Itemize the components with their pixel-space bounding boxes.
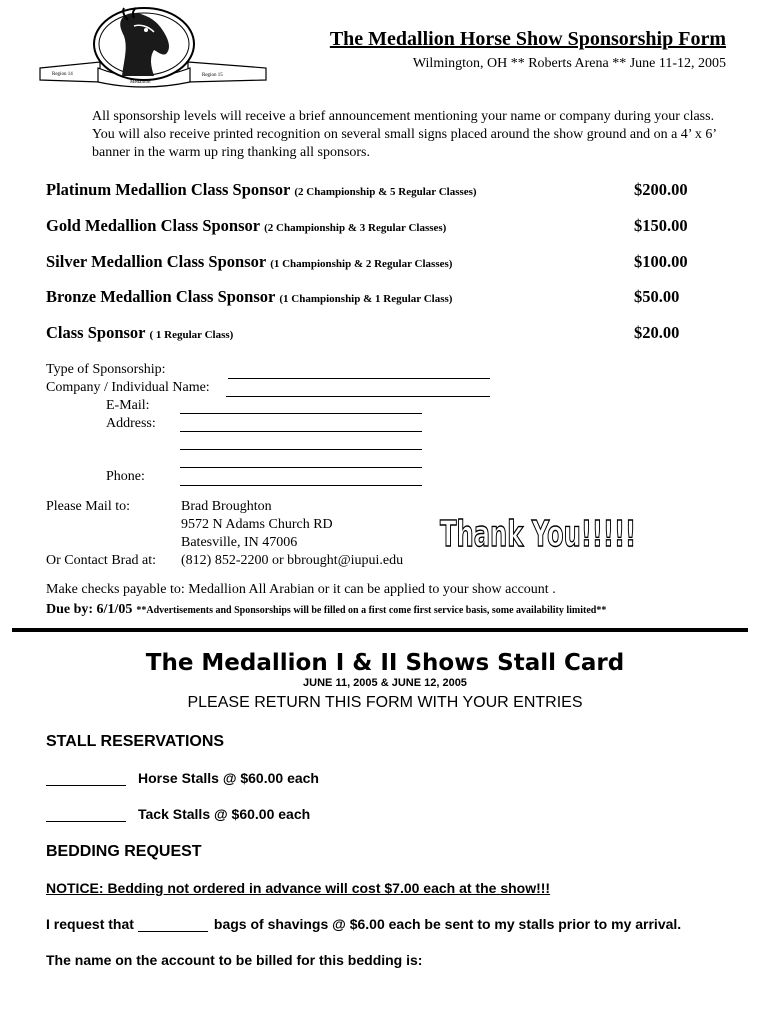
intro-paragraph: All sponsorship levels will receive a brief announcement mentioning your name or company during your class. You will also receive printed recognition on several small signs placed around the show ground and on a 4’ x 6’ banner in the warm up ring thanking all sponsors.: [92, 109, 717, 160]
type-of-sponsorship-label: Type of Sponsorship:: [46, 362, 166, 377]
logo-seal-right: Region 15: [202, 73, 223, 78]
address-line-1[interactable]: [180, 431, 422, 432]
sponsor-level-price: $20.00: [634, 323, 680, 342]
sponsor-level-platinum: [46, 180, 746, 204]
horse-stalls-label: Horse Stalls @ $60.00 each: [138, 770, 319, 786]
sponsor-level-name: Silver Medallion Class Sponsor: [46, 252, 267, 271]
stall-card-dates: JUNE 11, 2005 & JUNE 12, 2005: [303, 677, 467, 689]
company-name-line[interactable]: [226, 396, 490, 397]
form-subtitle: Wilmington, OH ** Roberts Arena ** June 11-12, 2005: [412, 56, 726, 71]
sponsor-level-detail: (1 Championship & 2 Regular Classes): [270, 258, 453, 270]
billing-name-row: The name on the account to be billed for this bedding is:: [46, 952, 423, 968]
medallion-horse-logo: [38, 6, 268, 86]
logo-seal-left: Region 14: [52, 72, 73, 77]
sponsor-level-price: $150.00: [634, 216, 688, 235]
contact-info: (812) 852-2200 or bbrought@iupui.edu: [181, 553, 404, 568]
phone-line[interactable]: [180, 485, 422, 486]
sponsor-level-name: Class Sponsor: [46, 323, 146, 342]
email-label: E-Mail:: [106, 398, 150, 413]
address-line-3[interactable]: [180, 467, 422, 468]
mail-to-label: Please Mail to:: [46, 499, 130, 514]
availability-note: **Advertisements and Sponsorships will be filled on a first come first service basis, some availability limited**: [136, 605, 607, 616]
shavings-request-row: [46, 916, 681, 932]
sponsor-level-name: Bronze Medallion Class Sponsor: [46, 287, 276, 306]
shavings-request-prefix: I request that: [46, 916, 134, 932]
section-divider: [12, 628, 748, 632]
bedding-request-heading: BEDDING REQUEST: [46, 843, 202, 860]
sponsor-level-price: $50.00: [634, 287, 680, 306]
sponsor-level-detail: (2 Championship & 5 Regular Classes): [294, 186, 477, 198]
horse-stalls-row: [46, 770, 319, 786]
thank-you-graphic: [438, 508, 638, 556]
contact-label: Or Contact Brad at:: [46, 553, 157, 568]
horse-stalls-qty-blank[interactable]: [46, 771, 126, 786]
mail-street: 9572 N Adams Church RD: [181, 517, 333, 532]
company-name-label: Company / Individual Name:: [46, 380, 210, 395]
due-date: Due by: 6/1/05: [46, 602, 133, 617]
shavings-qty-blank[interactable]: [138, 917, 208, 932]
sponsor-level-name: Gold Medallion Class Sponsor: [46, 216, 261, 235]
sponsor-level-name: Platinum Medallion Class Sponsor: [46, 180, 291, 199]
sponsor-level-silver: [46, 252, 746, 276]
thank-you-text: Thank You!!!!!: [440, 514, 636, 555]
address-line-2[interactable]: [180, 449, 422, 450]
payable-note: Make checks payable to: Medallion All Arabian or it can be applied to your show account .: [46, 582, 556, 597]
type-of-sponsorship-line[interactable]: [228, 378, 490, 379]
sponsor-level-detail: (2 Championship & 3 Regular Classes): [264, 222, 447, 234]
phone-label: Phone:: [106, 469, 145, 484]
shavings-request-suffix: bags of shavings @ $6.00 each be sent to my stalls prior to my arrival.: [213, 916, 682, 932]
stall-card-return-note: PLEASE RETURN THIS FORM WITH YOUR ENTRIES: [187, 694, 583, 711]
logo-seal-center: Medallion: [130, 80, 151, 85]
sponsor-level-bronze: [46, 287, 746, 311]
sponsor-level-price: $100.00: [634, 252, 688, 271]
sponsor-level-detail: ( 1 Regular Class): [149, 329, 234, 341]
tack-stalls-row: [46, 806, 310, 822]
stall-reservations-heading: STALL RESERVATIONS: [46, 733, 225, 750]
sponsor-level-gold: [46, 216, 746, 240]
tack-stalls-qty-blank[interactable]: [46, 807, 126, 822]
mail-name: Brad Broughton: [181, 499, 272, 514]
due-line: [46, 600, 606, 618]
sponsor-level-price: $200.00: [634, 180, 688, 199]
tack-stalls-label: Tack Stalls @ $60.00 each: [138, 806, 311, 822]
sponsor-level-detail: (1 Championship & 1 Regular Class): [279, 293, 453, 305]
stall-card-title: The Medallion I & II Shows Stall Card: [145, 650, 625, 676]
bedding-notice: NOTICE: Bedding not ordered in advance will cost $7.00 each at the show!!!: [46, 880, 551, 896]
address-label: Address:: [106, 416, 156, 431]
email-line[interactable]: [180, 413, 422, 414]
mail-city: Batesville, IN 47006: [181, 535, 298, 550]
logo-ribbon-right: [188, 62, 266, 82]
form-title: The Medallion Horse Show Sponsorship Form: [329, 28, 726, 50]
sponsor-level-class: [46, 323, 746, 347]
